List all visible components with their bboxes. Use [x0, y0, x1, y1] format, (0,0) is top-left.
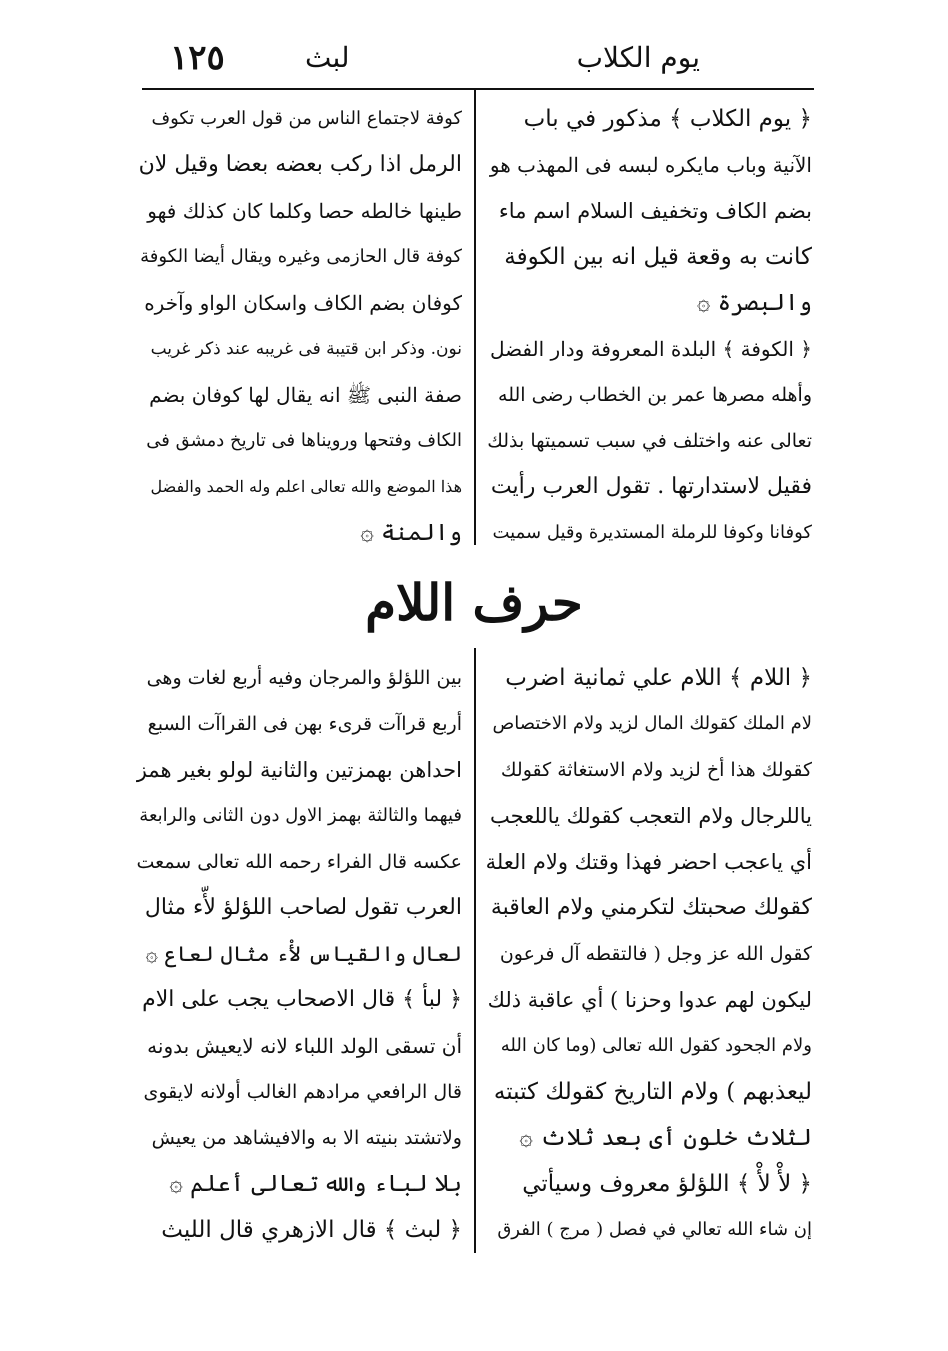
bottom-right-column	[486, 655, 812, 1253]
text-line: بين اللؤلؤ والمرجان وفيه أربع لغات وهى	[146, 667, 462, 689]
text-line: والبصرة ۞	[696, 290, 812, 316]
text-line: وأهله مصرها عمر بن الخطاب رضى الله	[498, 384, 812, 406]
text-line: بضم الكاف وتخفيف السلام اسم ماء	[498, 199, 812, 223]
text-line: كقولك صحبتك لتكرمني ولام العاقبة	[490, 895, 812, 920]
text-line: ليكون لهم عدوا وحزنا ) أي عاقبة ذلك	[487, 988, 812, 1012]
column-divider-bottom	[474, 648, 476, 1253]
text-line: أن تسقى الولد اللباء لانه لايعيش بدونه	[147, 1034, 462, 1058]
text-line: أي ياعجب احضر فهذا وقتك ولام العلة	[486, 850, 812, 874]
text-line: كوفة لاجتماع الناس من قول العرب تكوف	[151, 108, 462, 129]
text-line: أربع قراآت قرىء بهن فى القراآت السبع	[147, 713, 462, 735]
top-right-column	[486, 96, 812, 556]
text-line: كقول الله عز وجل ( فالتقطه آل فرعون	[499, 943, 812, 965]
text-line: فقيل لاستدارتها . تقول العرب رأيت	[490, 474, 812, 499]
guide-word: لبث	[305, 41, 350, 74]
text-line: صفة النبى ﷺ انه يقال لها كوفان بضم	[149, 383, 462, 407]
text-line: لعال والقياس لأْء مثال لعاع ۞	[145, 942, 462, 966]
text-line: عكسه قال الفراء رحمه الله تعالى سمعت	[136, 851, 462, 873]
text-line: نون. وذكر ابن قتيبة فى غريبه عند ذكر غريب	[150, 339, 462, 359]
text-line: لام الملك كقولك المال لزيد ولام الاختصاص	[492, 713, 812, 734]
text-line: بلا لباء والله تعالى أعلم ۞	[169, 1171, 462, 1197]
text-line: الكاف وفتحها ورويناها فى تاريخ دمشق فى	[146, 430, 462, 451]
text-line: ياللرجال ولام التعجب كقولك ياللعجب	[490, 804, 812, 828]
text-line: لثلاث خلون أى بعد ثلاث ۞	[519, 1125, 812, 1151]
text-line: هذا الموضع والله تعالى اعلم وله الحمد والفضل	[150, 477, 462, 496]
text-line: فيهما والثالثة بهمز الاول دون الثانى والرابعة	[139, 805, 462, 826]
text-line: كوفة قال الحازمى وغيره ويقال أيضا الكوفة	[140, 246, 462, 267]
section-title: حرف اللام	[365, 573, 583, 632]
text-line: ليعذبهم ) ولام التاريخ كقولك كتبته	[493, 1079, 812, 1105]
running-title: يوم الكلاب	[576, 41, 700, 74]
text-line: الآنية وباب مايكره لبسه فى المهذب هو	[489, 153, 812, 177]
text-line: كوفانا وكوفا للرملة المستديرة وقيل سميت	[492, 522, 812, 543]
text-line: ﴿ لبأ ﴾ قال الاصحاب يجب على الام	[142, 987, 462, 1012]
text-line: ﴿ لأْ لأْ ﴾ اللؤلؤ معروف وسيأتي	[522, 1171, 812, 1197]
text-line: تعالى عنه واختلف في سبب تسميتها بذلك	[487, 430, 812, 452]
text-line: ﴿ اللام ﴾ اللام علي ثمانية اضرب	[505, 665, 812, 691]
text-line: قال الرافعي مرادهم الغالب أولانه لايقوى	[143, 1081, 462, 1103]
text-line: احداهن بهمزتين والثانية لولو بغير همز	[136, 758, 462, 782]
text-line: كوفان بضم الكاف واسكان الواو وآخره	[144, 291, 462, 315]
text-line: كقولك هذا أخ لزيد ولام الاستغاثة كقولك	[500, 759, 812, 781]
text-line: كانت به وقعة قيل انه بين الكوفة	[504, 244, 812, 270]
top-left-column	[136, 96, 462, 556]
page-number: ١٢٥	[170, 38, 225, 78]
text-line: والمنة ۞	[360, 520, 462, 546]
text-line: الرمل اذا ركب بعضه بعضا وقيل لان	[138, 152, 462, 177]
header-rule	[142, 88, 814, 90]
column-divider-top	[474, 90, 476, 545]
text-line: إن شاء الله تعالي في فصل ( مرج ) الفرق	[497, 1219, 812, 1240]
text-line: ولام الجحود كقول الله تعالى (وما كان الله	[500, 1035, 812, 1056]
text-line: ﴿ لبث ﴾ قال الازهري قال الليث	[161, 1217, 462, 1243]
text-line: ﴿ الكوفة ﴾ البلدة المعروفة ودار الفضل	[489, 337, 812, 361]
text-line: ﴿ يوم الكلاب ﴾ مذكور في باب	[523, 106, 812, 132]
text-line: العرب تقول لصاحب اللؤلؤ لأّء مثال	[144, 895, 462, 920]
text-line: ولاتشتد بنيته الا به والافيشاهد من يعيش	[151, 1127, 462, 1149]
bottom-left-column	[136, 655, 462, 1253]
text-line: طينها خالطه حصا وكلما كان كذلك فهو	[147, 199, 462, 223]
